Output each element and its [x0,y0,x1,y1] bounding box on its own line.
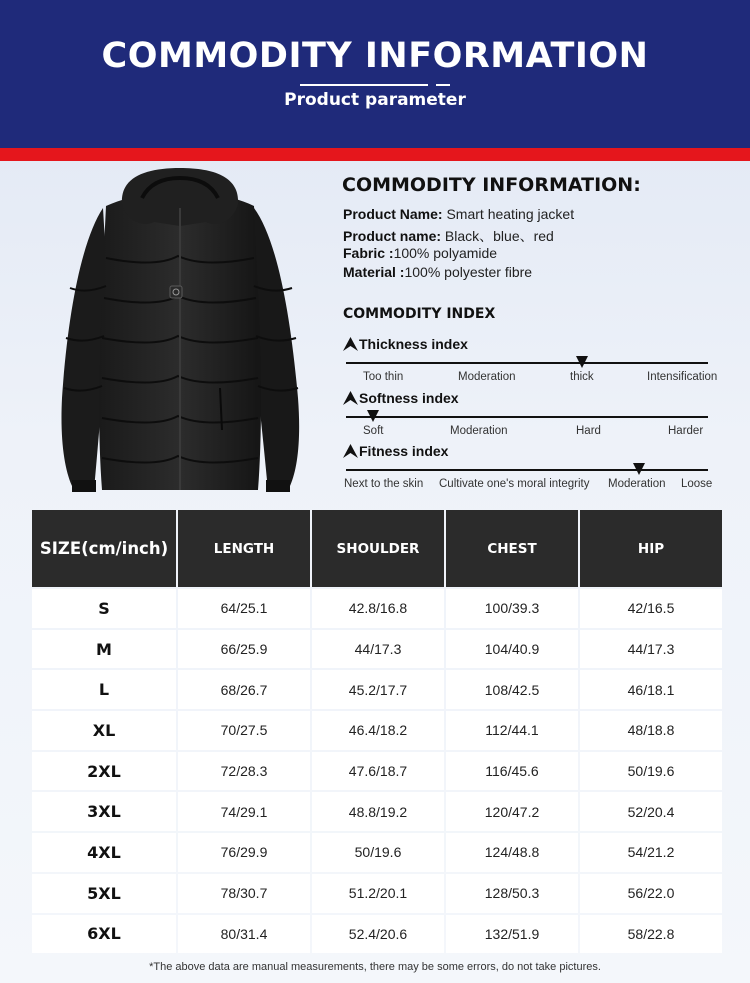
table-cell: 50/19.6 [580,752,722,791]
table-cell: 51.2/20.1 [312,874,444,913]
info-label: Product Name: [343,206,443,222]
table-cell: 50/19.6 [312,833,444,872]
thickness-tick: Too thin [363,371,404,383]
table-cell: 46/18.1 [580,670,722,709]
softness-index-label [343,390,459,406]
softness-marker-icon [367,410,379,422]
info-label: Material : [343,264,405,280]
softness-tick: Soft [363,425,384,437]
info-label: Fabric : [343,245,394,261]
info-value: 100% polyamide [393,245,498,261]
info-value: 100% polyester fibre [404,264,533,280]
info-row-color [343,226,554,246]
table-cell: 48.8/19.2 [312,792,444,831]
table-row [32,874,722,913]
table-row [32,752,722,791]
jacket-image [58,168,302,502]
fitness-tick: Next to the skin [344,478,424,490]
title-underline-right [436,84,450,86]
table-cell: 42.8/16.8 [312,589,444,628]
size-cell: S [32,589,176,628]
table-cell: 128/50.3 [446,874,578,913]
table-cell: 74/29.1 [178,792,310,831]
table-row [32,915,722,954]
table-cell: 104/40.9 [446,630,578,669]
table-cell: 68/26.7 [178,670,310,709]
fitness-scale-line [346,469,708,471]
column-header: CHEST [446,510,578,587]
header-banner [0,0,750,148]
arrow-icon [343,444,358,458]
column-header: LENGTH [178,510,310,587]
table-cell: 132/51.9 [446,915,578,954]
table-cell: 112/44.1 [446,711,578,750]
size-cell: 2XL [32,752,176,791]
size-cell: 6XL [32,915,176,954]
table-cell: 124/48.8 [446,833,578,872]
size-cell: 5XL [32,874,176,913]
thickness-marker-icon [576,356,588,368]
thickness-tick: thick [570,371,594,383]
table-cell: 70/27.5 [178,711,310,750]
size-cell: XL [32,711,176,750]
column-header: HIP [580,510,722,587]
thickness-scale-line [346,362,708,364]
info-row-product-name [343,206,574,222]
table-header-row [32,510,722,587]
size-cell: L [32,670,176,709]
info-title: COMMODITY INFORMATION: [342,174,641,196]
table-cell: 52.4/20.6 [312,915,444,954]
table-row [32,833,722,872]
size-cell: 3XL [32,792,176,831]
fitness-tick: Moderation [608,478,666,490]
table-cell: 44/17.3 [580,630,722,669]
table-cell: 58/22.8 [580,915,722,954]
table-row [32,630,722,669]
red-stripe [0,148,750,161]
page-subtitle: Product parameter [284,90,466,110]
index-label-text: Softness index [359,390,459,406]
column-header: SHOULDER [312,510,444,587]
info-value: Smart heating jacket [442,206,575,222]
table-cell: 64/25.1 [178,589,310,628]
table-cell: 52/20.4 [580,792,722,831]
table-cell: 66/25.9 [178,630,310,669]
table-cell: 45.2/17.7 [312,670,444,709]
fitness-marker-icon [633,463,645,475]
size-table [30,508,724,955]
arrow-icon [343,337,358,351]
fitness-tick: Loose [681,478,713,490]
size-cell: M [32,630,176,669]
fitness-tick: Cultivate one's moral integrity [439,478,590,490]
table-cell: 78/30.7 [178,874,310,913]
table-cell: 76/29.9 [178,833,310,872]
info-row-material [343,264,532,280]
table-cell: 44/17.3 [312,630,444,669]
info-row-fabric [343,245,497,261]
table-cell: 48/18.8 [580,711,722,750]
table-cell: 56/22.0 [580,874,722,913]
column-header: SIZE(cm/inch) [32,510,176,587]
title-underline-left [300,84,428,86]
table-cell: 100/39.3 [446,589,578,628]
table-row [32,792,722,831]
thickness-index-label [343,336,468,352]
table-cell: 72/28.3 [178,752,310,791]
table-cell: 116/45.6 [446,752,578,791]
table-cell: 108/42.5 [446,670,578,709]
measurement-note: *The above data are manual measurements, there may be some errors, do not take pictures. [149,961,601,973]
index-label-text: Fitness index [359,443,449,459]
table-cell: 46.4/18.2 [312,711,444,750]
page-title: COMMODITY INFORMATION [101,36,649,76]
table-row [32,589,722,628]
softness-tick: Hard [576,425,601,437]
table-cell: 120/47.2 [446,792,578,831]
softness-tick: Harder [668,425,704,437]
info-label: Product name: [343,228,442,244]
softness-tick: Moderation [450,425,508,437]
table-row [32,711,722,750]
arrow-icon [343,391,358,405]
size-cell: 4XL [32,833,176,872]
table-cell: 54/21.2 [580,833,722,872]
index-title: COMMODITY INDEX [343,306,496,322]
table-row [32,670,722,709]
thickness-tick: Moderation [458,371,516,383]
info-value: Black、blue、red [441,228,554,244]
thickness-tick: Intensification [647,371,718,383]
table-cell: 47.6/18.7 [312,752,444,791]
table-cell: 80/31.4 [178,915,310,954]
fitness-index-label [343,443,448,459]
softness-scale-line [346,416,708,418]
index-label-text: Thickness index [359,336,468,352]
table-cell: 42/16.5 [580,589,722,628]
